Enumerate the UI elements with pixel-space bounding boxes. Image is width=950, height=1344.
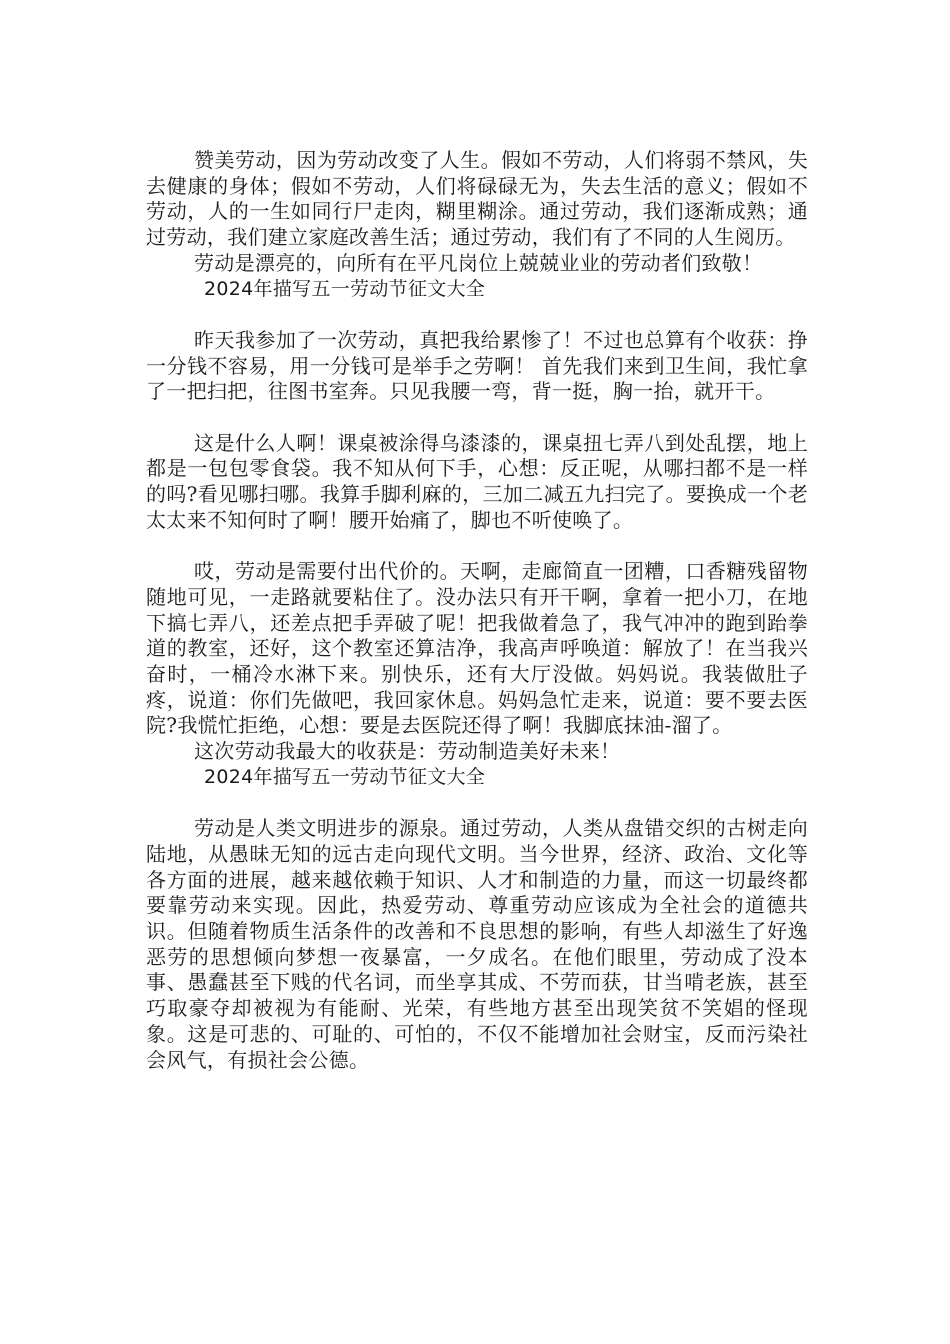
section-heading-essay-title-2: 2024年描写五一劳动节征文大全 <box>204 765 486 788</box>
paragraph-classroom-mess: 这是什么人啊！课桌被涂得乌漆漆的，课桌扭七弄八到处乱摆，地上都是一包包零食袋。我不知从何下手，心想：反正呢，从哪扫都不是一样的吗?看见哪扫哪。我算手脚利麻的，三加二减五九扫完了。要换成一个老太太来不知何时了啊！腰开始痛了，脚也不听使唤了。 <box>146 430 808 532</box>
paragraph-labor-civilization: 劳动是人类文明进步的源泉。通过劳动，人类从盘错交织的古树走向陆地，从愚昧无知的远古走向现代文明。当今世界，经济、政治、文化等各方面的进展，越来越依赖于知识、人才和制造的力量，而这一切最终都要靠劳动来实现。因此，热爱劳动、尊重劳动应该成为全社会的道德共识。但随着物质生活条件的改善和不良思想的影响，有些人却滋生了好逸恶劳的思想倾向梦想一夜暴富，一夕成名。在他们眼里，劳动成了没本事、愚蠢甚至下贱的代名词，而坐享其成、不劳而获，甘当啃老族，甚至巧取豪夺却被视为有能耐、光荣，有些地方甚至出现笑贫不笑娼的怪现象。这是可悲的、可耻的、可怕的，不仅不能增加社会财宝，反而污染社会风气，有损社会公德。 <box>146 816 808 1072</box>
document-body <box>146 148 808 1073</box>
section-heading-essay-title: 2024年描写五一劳动节征文大全 <box>204 277 486 300</box>
paragraph-corridor: 哎，劳动是需要付出代价的。天啊，走廊简直一团糟，口香糖残留物随地可见，一走路就要粘住了。没办法只有开干啊，拿着一把小刀，在地下搞七弄八，还差点把手弄破了呢！把我做着急了，我气冲冲的跑到跆拳道的教室，还好，这个教室还算洁净，我高声呼唤道：解放了！在当我兴奋时，一桶冷水淋下来。别快乐，还有大厅没做。妈妈说。我装做肚子疼，说道：你们先做吧，我回家休息。妈妈急忙走来，说道：要不要去医院?我慌忙拒绝，心想：要是去医院还得了啊！我脚底抹油-溜了。 <box>146 559 808 738</box>
paragraph-yesterday-labor: 昨天我参加了一次劳动，真把我给累惨了！不过也总算有个收获：挣一分钱不容易，用一分钱可是举手之劳啊！ 首先我们来到卫生间，我忙拿了一把扫把，往图书室奔。只见我腰一弯，背一挺，胸一抬，就开干。 <box>146 327 808 404</box>
closing-line-salute: 劳动是漂亮的，向所有在平凡岗位上兢兢业业的劳动者们致敬！ <box>194 250 763 275</box>
paragraph-praise-labor: 赞美劳动，因为劳动改变了人生。假如不劳动，人们将弱不禁风，失去健康的身体；假如不劳动，人们将碌碌无为，失去生活的意义；假如不劳动，人的一生如同行尸走肉，糊里糊涂。通过劳动，我们逐渐成熟；通过劳动，我们建立家庭改善生活；通过劳动，我们有了不同的人生阅历。 <box>146 148 808 250</box>
closing-line-harvest: 这次劳动我最大的收获是：劳动制造美好未来！ <box>194 739 621 764</box>
